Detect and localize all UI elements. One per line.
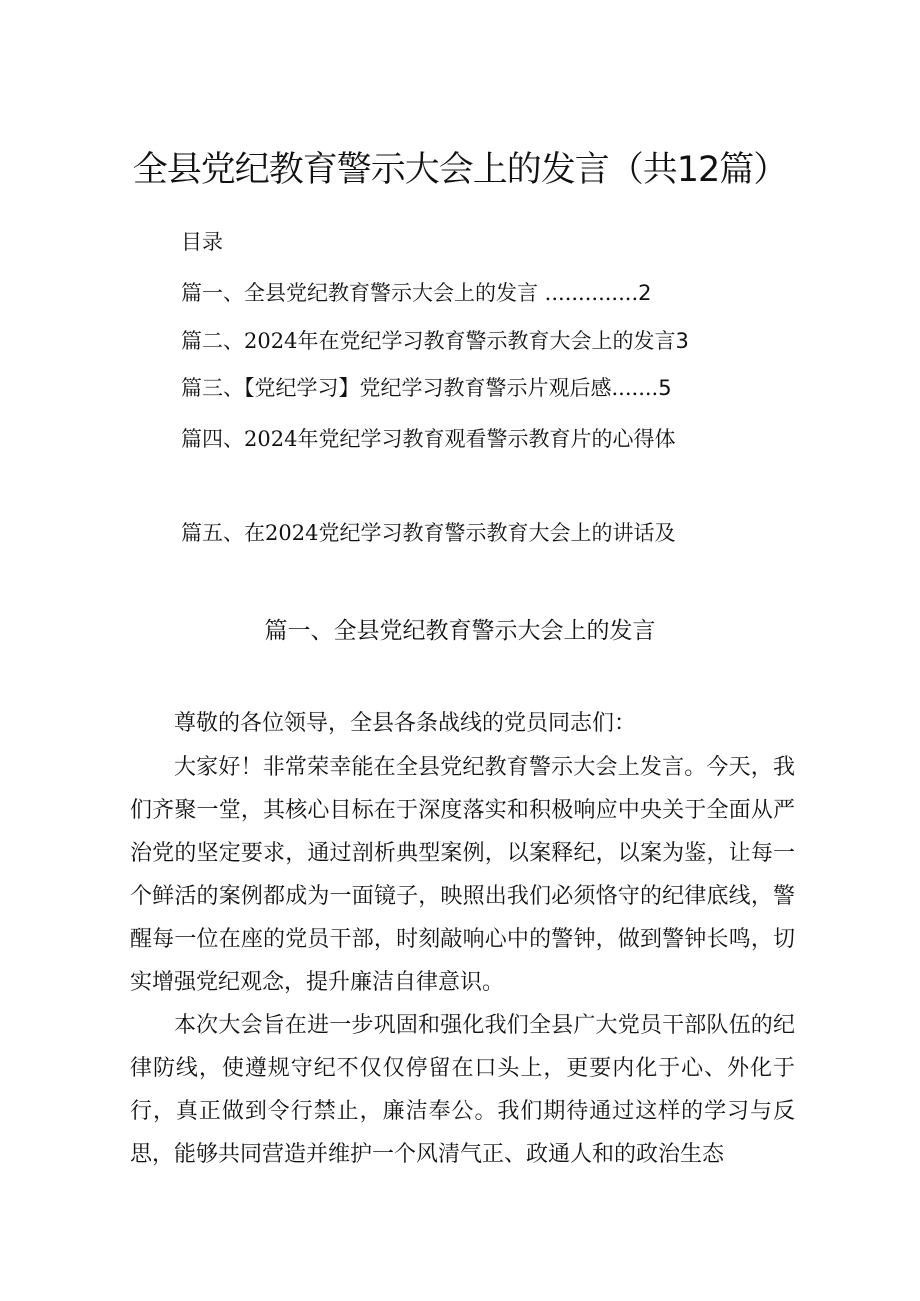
body-paragraph: 本次大会旨在进一步巩固和强化我们全县广大党员干部队伍的纪律防线，使遵规守纪不仅仅停留在口头上，更要内化于心、外化于行，真正做到令行禁止，廉洁奉公。我们期待通过这样的学习与反思，能够共同营造并维护一个风清气正、政通人和的政治生态 <box>130 1013 795 1167</box>
toc-entry[interactable] <box>181 372 672 402</box>
toc-heading: 目录 <box>181 230 223 254</box>
toc-entry-page: 5 <box>658 376 672 400</box>
salutation: 尊敬的各位领导，全县各条战线的党员同志们： <box>174 711 637 736</box>
toc-entry-label: 篇三、【党纪学习】党纪学习教育警示片观后感....... <box>181 376 659 400</box>
toc-entry-page: 2 <box>638 281 652 305</box>
toc-entry-label: 篇五、在2024党纪学习教育警示教育大会上的讲话及 <box>181 521 676 545</box>
section-heading: 篇一、全县党纪教育警示大会上的发言 <box>264 618 656 644</box>
toc-entry-label: 篇二、2024年在党纪学习教育警示教育大会上的发言 <box>181 329 676 353</box>
toc-entry[interactable] <box>181 325 689 355</box>
toc-entry[interactable] <box>181 423 675 453</box>
toc-entry-page: 3 <box>675 329 689 353</box>
toc-entry[interactable] <box>181 277 652 307</box>
body-paragraph: 大家好！非常荣幸能在全县党纪教育警示大会上发言。今天，我们齐聚一堂，其核心目标在于深度落实和积极响应中央关于全面从严治党的坚定要求，通过剖析典型案例，以案释纪，以案为鉴，让每一个鲜活的案例都成为一面镜子，映照出我们必须恪守的纪律底线，警醒每一位在座的党员干部，时刻敲响心中的警钟，做到警钟长鸣，切实增强党纪观念，提升廉洁自律意识。 <box>130 755 795 995</box>
toc-entry-label: 篇一、全县党纪教育警示大会上的发言 .............. <box>181 281 639 305</box>
toc-entry[interactable] <box>181 517 675 547</box>
toc-entry-label: 篇四、2024年党纪学习教育观看警示教育片的心得体 <box>181 427 676 451</box>
document-title: 全县党纪教育警示大会上的发言（共12篇） <box>132 150 788 190</box>
